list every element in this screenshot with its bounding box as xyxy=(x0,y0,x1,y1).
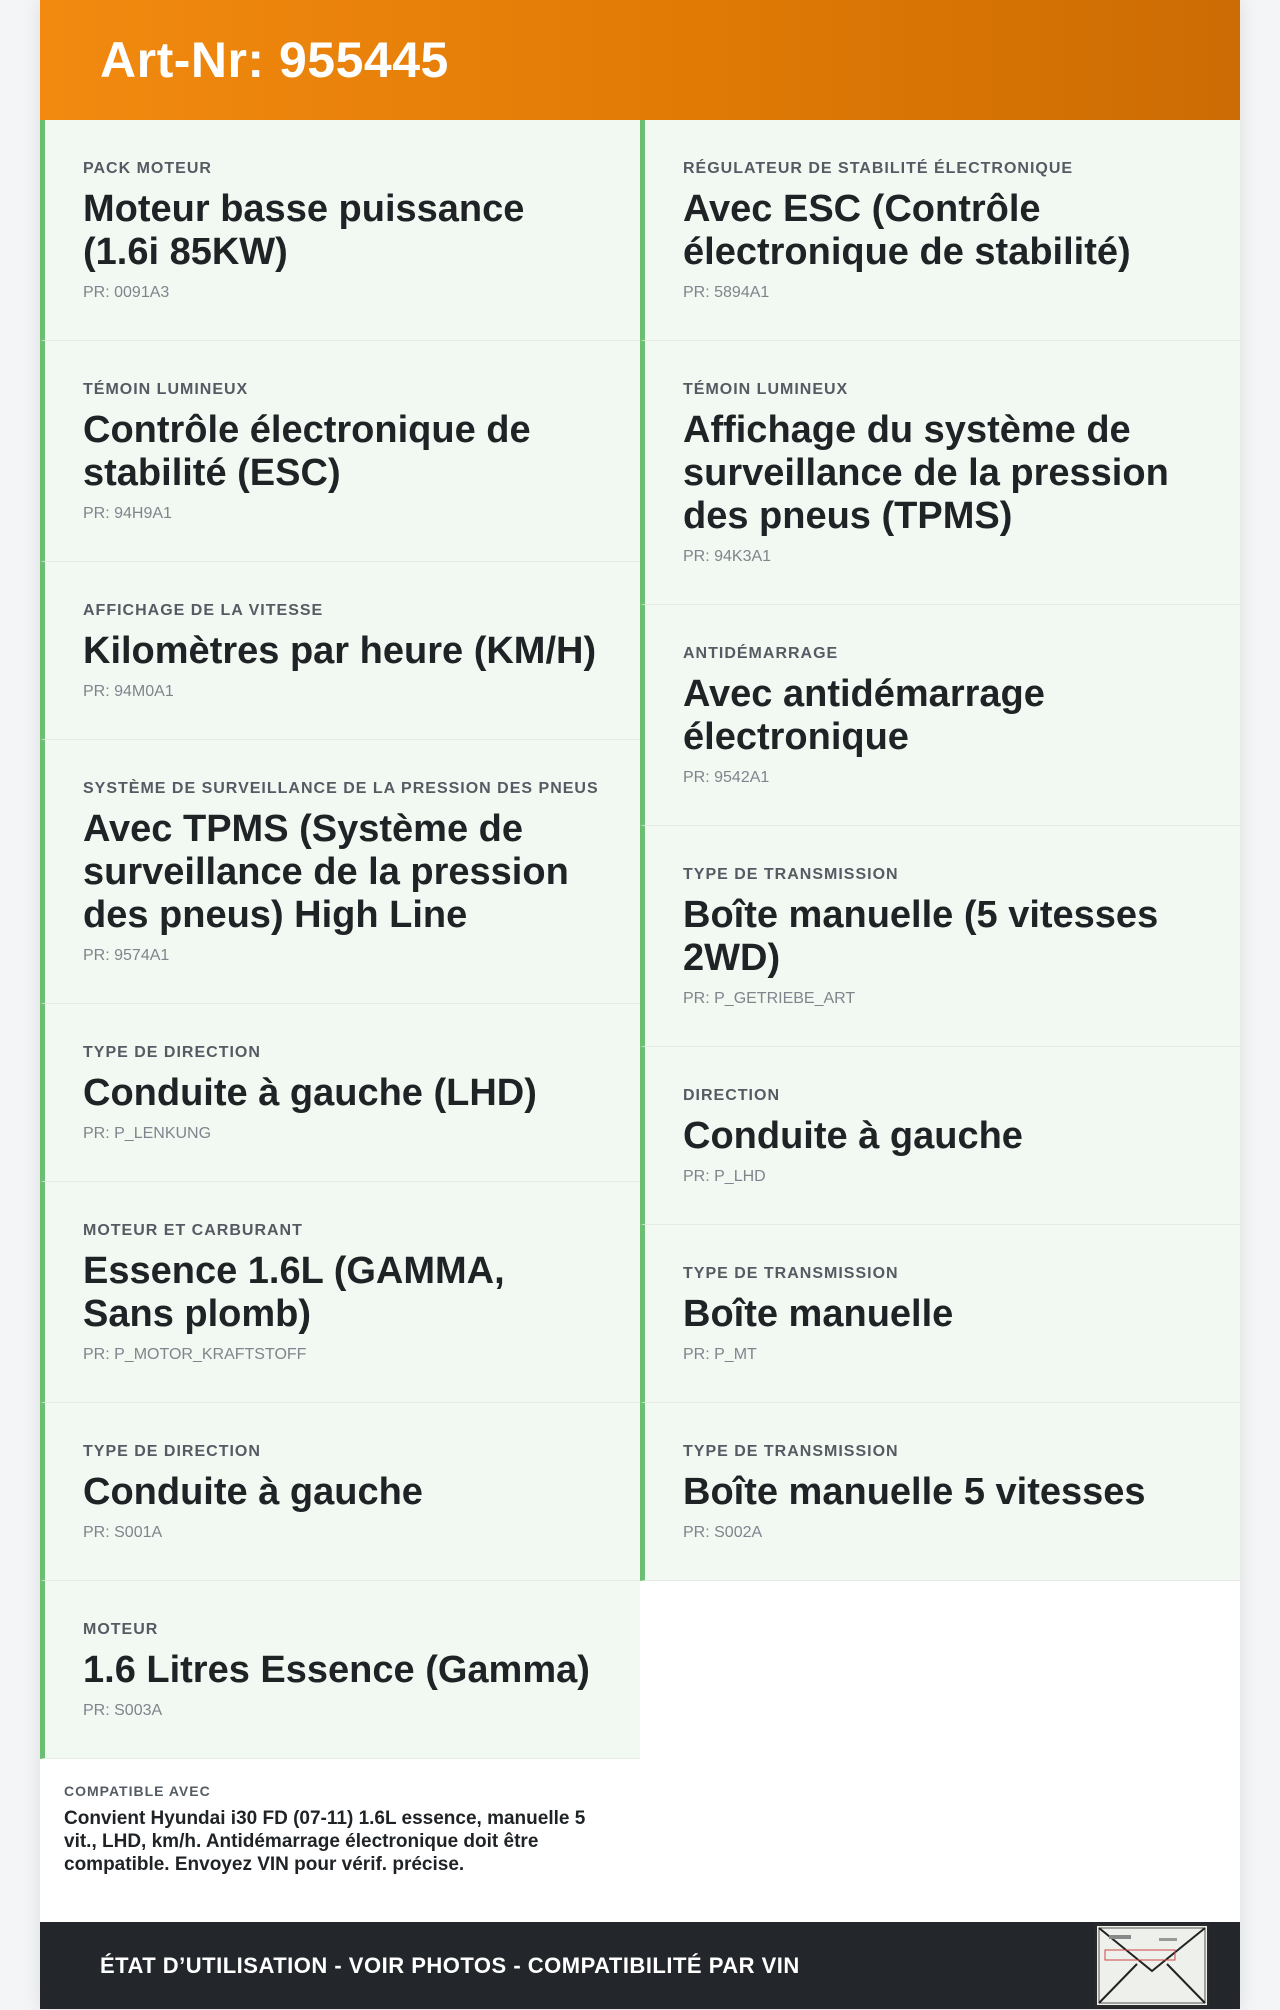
compatibility-text: Convient Hyundai i30 FD (07-11) 1.6L essence, manuelle 5 vit., LHD, km/h. Antidémarrage électronique doit être compatible. Envoyez VIN pour vérif. précise. xyxy=(64,1808,586,1875)
spec-label: TYPE DE TRANSMISSION xyxy=(683,1443,899,1460)
footer-bar xyxy=(40,1922,1240,2009)
spec-column-left xyxy=(40,120,640,1896)
spec-card xyxy=(640,341,1240,605)
spec-pr-code: PR: S003A xyxy=(83,1702,163,1719)
spec-label: MOTEUR xyxy=(83,1621,159,1638)
spec-value: Conduite à gauche xyxy=(83,1471,423,1513)
spec-card xyxy=(40,562,640,740)
spec-value: Kilomètres par heure (KM/H) xyxy=(83,630,597,672)
spec-grid xyxy=(40,120,1240,1896)
spec-card xyxy=(640,1225,1240,1403)
spec-value: Conduite à gauche (LHD) xyxy=(83,1072,537,1114)
footer-text: ÉTAT D’UTILISATION - VOIR PHOTOS - COMPATIBILITÉ PAR VIN xyxy=(100,1952,800,1978)
compatibility-note xyxy=(40,1759,640,1896)
spec-pr-code: PR: 9574A1 xyxy=(83,947,170,964)
spec-pr-code: PR: 9542A1 xyxy=(683,769,770,786)
spec-label: PACK MOTEUR xyxy=(83,160,212,177)
spec-value: Boîte manuelle (5 vitesses 2WD) xyxy=(683,894,1159,979)
spec-card xyxy=(640,1047,1240,1225)
spec-card xyxy=(40,1004,640,1182)
spec-value: Boîte manuelle xyxy=(683,1293,954,1335)
spec-label: AFFICHAGE DE LA VITESSE xyxy=(83,602,324,619)
spec-card xyxy=(640,1403,1240,1581)
spec-card xyxy=(640,120,1240,341)
spec-card xyxy=(40,740,640,1004)
spec-pr-code: PR: 0091A3 xyxy=(83,284,170,301)
spec-label: SYSTÈME DE SURVEILLANCE DE LA PRESSION DES PNEUS xyxy=(83,780,599,797)
spec-label: TYPE DE TRANSMISSION xyxy=(683,866,899,883)
spec-value: Conduite à gauche xyxy=(683,1115,1023,1157)
product-sheet xyxy=(40,0,1240,2009)
spec-pr-code: PR: S001A xyxy=(83,1524,163,1541)
spec-card xyxy=(40,1581,640,1759)
spec-pr-code: PR: 5894A1 xyxy=(683,284,770,301)
spec-pr-code: PR: P_GETRIEBE_ART xyxy=(683,990,856,1007)
spec-pr-code: PR: P_LHD xyxy=(683,1168,766,1185)
spec-label: TÉMOIN LUMINEUX xyxy=(683,381,849,398)
spec-label: TYPE DE DIRECTION xyxy=(83,1443,261,1460)
spec-card xyxy=(40,120,640,341)
spec-value: Avec antidémarrage électronique xyxy=(683,673,1045,758)
envelope-stamp-icon xyxy=(1095,1924,1209,2007)
spec-value: Avec ESC (Contrôle électronique de stabilité) xyxy=(683,188,1131,273)
spec-value: Avec TPMS (Système de surveillance de la pression des pneus) High Line xyxy=(83,808,569,936)
spec-label: TYPE DE TRANSMISSION xyxy=(683,1265,899,1282)
spec-card xyxy=(40,1182,640,1403)
spec-card xyxy=(640,605,1240,826)
spec-column-right xyxy=(640,120,1240,1581)
header-bar xyxy=(40,0,1240,120)
spec-pr-code: PR: 94H9A1 xyxy=(83,505,172,522)
spec-value: Moteur basse puissance (1.6i 85KW) xyxy=(83,188,525,273)
spec-pr-code: PR: P_MT xyxy=(683,1346,757,1363)
spec-pr-code: PR: S002A xyxy=(683,1524,763,1541)
spec-label: TÉMOIN LUMINEUX xyxy=(83,381,249,398)
spec-value: Contrôle électronique de stabilité (ESC) xyxy=(83,409,531,494)
spec-label: MOTEUR ET CARBURANT xyxy=(83,1222,303,1239)
spec-card xyxy=(40,341,640,562)
spec-pr-code: PR: P_LENKUNG xyxy=(83,1125,212,1142)
spec-value: 1.6 Litres Essence (Gamma) xyxy=(83,1649,590,1691)
spec-value: Affichage du système de surveillance de la pression des pneus (TPMS) xyxy=(683,409,1169,537)
spec-label: ANTIDÉMARRAGE xyxy=(683,645,839,662)
compatibility-label: COMPATIBLE AVEC xyxy=(64,1783,211,1799)
article-number-title: Art-Nr: 955445 xyxy=(100,32,449,88)
spec-pr-code: PR: 94M0A1 xyxy=(83,683,174,700)
spec-pr-code: PR: 94K3A1 xyxy=(683,548,772,565)
spec-label: TYPE DE DIRECTION xyxy=(83,1044,261,1061)
spec-value: Boîte manuelle 5 vitesses xyxy=(683,1471,1146,1513)
spec-label: RÉGULATEUR DE STABILITÉ ÉLECTRONIQUE xyxy=(683,160,1074,177)
spec-pr-code: PR: P_MOTOR_KRAFTSTOFF xyxy=(83,1346,307,1363)
spec-card xyxy=(640,826,1240,1047)
spec-card xyxy=(40,1403,640,1581)
spec-label: DIRECTION xyxy=(683,1087,780,1104)
spec-value: Essence 1.6L (GAMMA, Sans plomb) xyxy=(83,1250,505,1335)
